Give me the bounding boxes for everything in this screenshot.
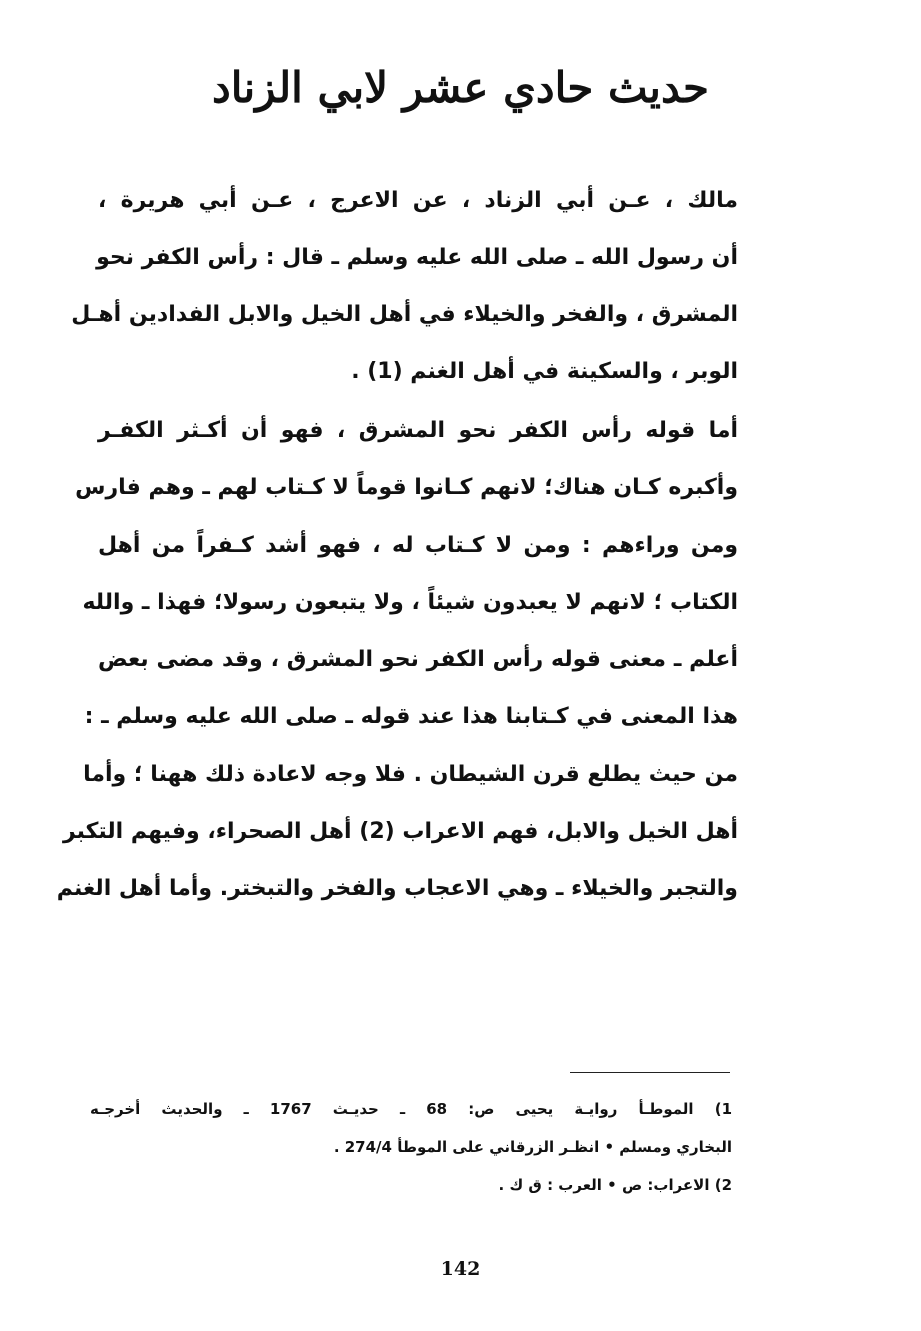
text-line: الكتاب ؛ لانهم لا يعبدون شيئاً ، ولا يتبعون رسولا؛ فهذا ـ والله [82, 589, 738, 615]
text-line: من حيث يطلع قرن الشيطان . فلا وجه لاعادة ذلك ههنا ؛ وأما [83, 761, 738, 787]
text-line: ومن وراءهم : ومن لا كـتاب له ، فهو أشد كـفراً من أهل [98, 532, 738, 558]
text-line: الوبر ، والسكينة في أهل الغنم (1) . [351, 359, 738, 384]
paragraph-commentary [56, 402, 738, 918]
text-line: أهل الخيل والابل، فهم الاعراب (2) أهل الصحراء، وفيهم التكبر [62, 819, 738, 845]
text-line: المشرق ، والفخر والخيلاء في أهل الخيل والابل الفدادين أهـل [71, 302, 738, 327]
text-line: والتجبر والخيلاء ـ وهي الاعجاب والفخر والتبختر. وأما أهل الغنم [56, 876, 738, 902]
footnote-divider [570, 1072, 730, 1073]
text-line: هذا المعنى في كـتابنا هذا عند قوله ـ صلى الله عليه وسلم ـ : [84, 704, 738, 730]
footnote-line: البخاري ومسلم • انظـر الزرقاني على الموطأ 274/4 . [333, 1138, 732, 1156]
paragraph-hadith-text [71, 172, 738, 400]
text-line: وأكبره كـان هناك؛ لانهم كـانوا قوماً لا كـتاب لهم ـ وهم فارس [75, 475, 738, 501]
page-title: حديث حادي عشر لابي الزناد [212, 63, 709, 112]
page-number: 142 [440, 1258, 481, 1280]
text-line: أعلم ـ معنى قوله رأس الكفر نحو المشرق ، وقد مضى بعض [98, 647, 738, 673]
text-line: أما قوله رأس الكفر نحو المشرق ، فهو أن أكـثر الكفـر [98, 418, 738, 443]
text-line: مالك ، عـن أبي الزناد ، عن الاعرج ، عـن أبي هريرة ، [98, 188, 738, 213]
footnote-line: 1) الموطـأ روايـة يحيى ص: 68 ـ حديـث 1767 ـ والحديث أخرجـه [90, 1100, 732, 1118]
footnote-line: 2) الاعراب: ص • العرب : ق ك . [498, 1176, 732, 1194]
text-line: أن رسول الله ـ صلى الله عليه وسلم ـ قال : رأس الكفر نحو [96, 245, 738, 270]
footnotes [90, 1090, 732, 1204]
